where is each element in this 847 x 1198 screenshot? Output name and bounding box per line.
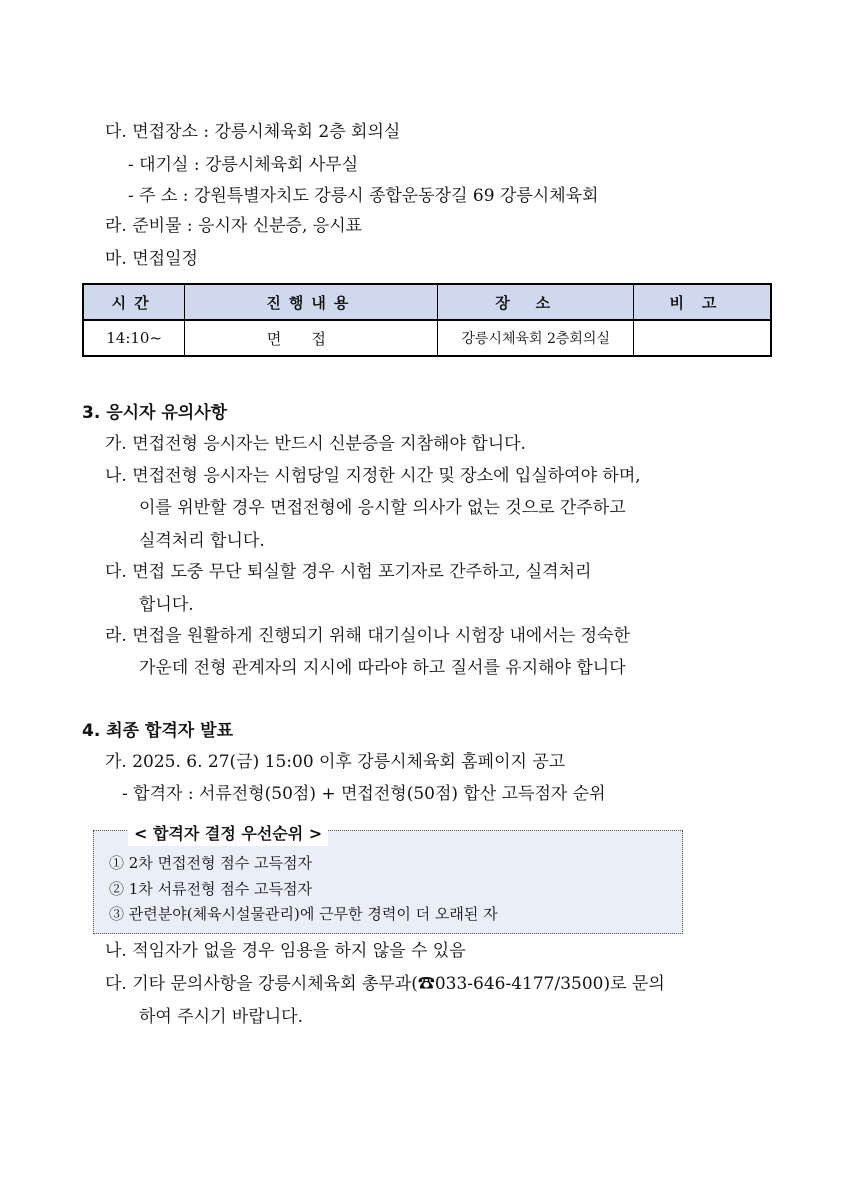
section-3-item: 다. 면접 도중 무단 퇴실할 경우 시험 포기자로 간주하고, 실격처리 [105,562,592,582]
header-location: 장소 [438,284,633,320]
priority-title: < 합격자 결정 우선순위 > [128,822,328,846]
venue-waiting-room: - 대기실 : 강릉시체육회 사무실 [128,155,359,175]
section-3-item: 가. 면접전형 응시자는 반드시 신분증을 지참해야 합니다. [105,434,526,454]
pass-criteria: - 합격자 : 서류전형(50점) + 면접전형(50점) 합산 고득점자 순위 [122,784,606,804]
section-3-title: 3. 응시자 유의사항 [82,403,228,423]
announcement-date: 가. 2025. 6. 27(금) 15:00 이후 강릉시체육회 홈페이지 공고 [105,752,566,772]
section-3-item: 라. 면접을 원활하게 진행되기 위해 대기실이나 시험장 내에서는 정숙한 [105,626,630,646]
priority-item: ③ 관련분야(체육시설물관리)에 근무한 경력이 더 오래된 자 [109,905,498,923]
section-3-item: 합니다. [139,595,194,615]
schedule-heading: 마. 면접일정 [105,249,198,269]
priority-item: ② 1차 서류전형 점수 고득점자 [109,880,313,898]
header-note: 비고 [633,284,771,320]
section-3-item: 나. 면접전형 응시자는 시험당일 지정한 시간 및 장소에 입실하여야 하며, [105,466,641,486]
section-3-item: 실격처리 합니다. [139,531,265,551]
priority-item: ① 2차 면접전형 점수 고득점자 [109,854,313,872]
venue-place: 다. 면접장소 : 강릉시체육회 2층 회의실 [105,122,401,142]
venue-address: - 주 소 : 강원특별자치도 강릉시 종합운동장길 69 강릉시체육회 [128,186,599,206]
table-row [83,320,771,356]
materials: 라. 준비물 : 응시자 신분증, 응시표 [105,216,363,236]
note-na: 나. 적임자가 없을 경우 임용을 하지 않을 수 있음 [105,941,466,961]
note-da-continued: 하여 주시기 바랍니다. [139,1007,304,1027]
header-content: 진행내용 [185,284,438,320]
cell-note [633,320,771,356]
section-3-item: 가운데 전형 관계자의 지시에 따라야 하고 질서를 유지해야 합니다 [139,658,626,678]
section-3-item: 이를 위반할 경우 면접전형에 응시할 의사가 없는 것으로 간주하고 [139,498,626,518]
table-header-row [83,284,771,320]
header-time: 시간 [83,284,185,320]
section-4-title: 4. 최종 합격자 발표 [82,721,233,741]
note-da: 다. 기타 문의사항을 강릉시체육회 총무과(☎033-646-4177/3500)로 문의 [105,974,665,994]
cell-location: 강릉시체육회 2층회의실 [438,320,633,356]
cell-time: 14:10~ [83,320,185,356]
interview-schedule-table [82,283,772,357]
cell-content: 면접 [185,320,438,356]
